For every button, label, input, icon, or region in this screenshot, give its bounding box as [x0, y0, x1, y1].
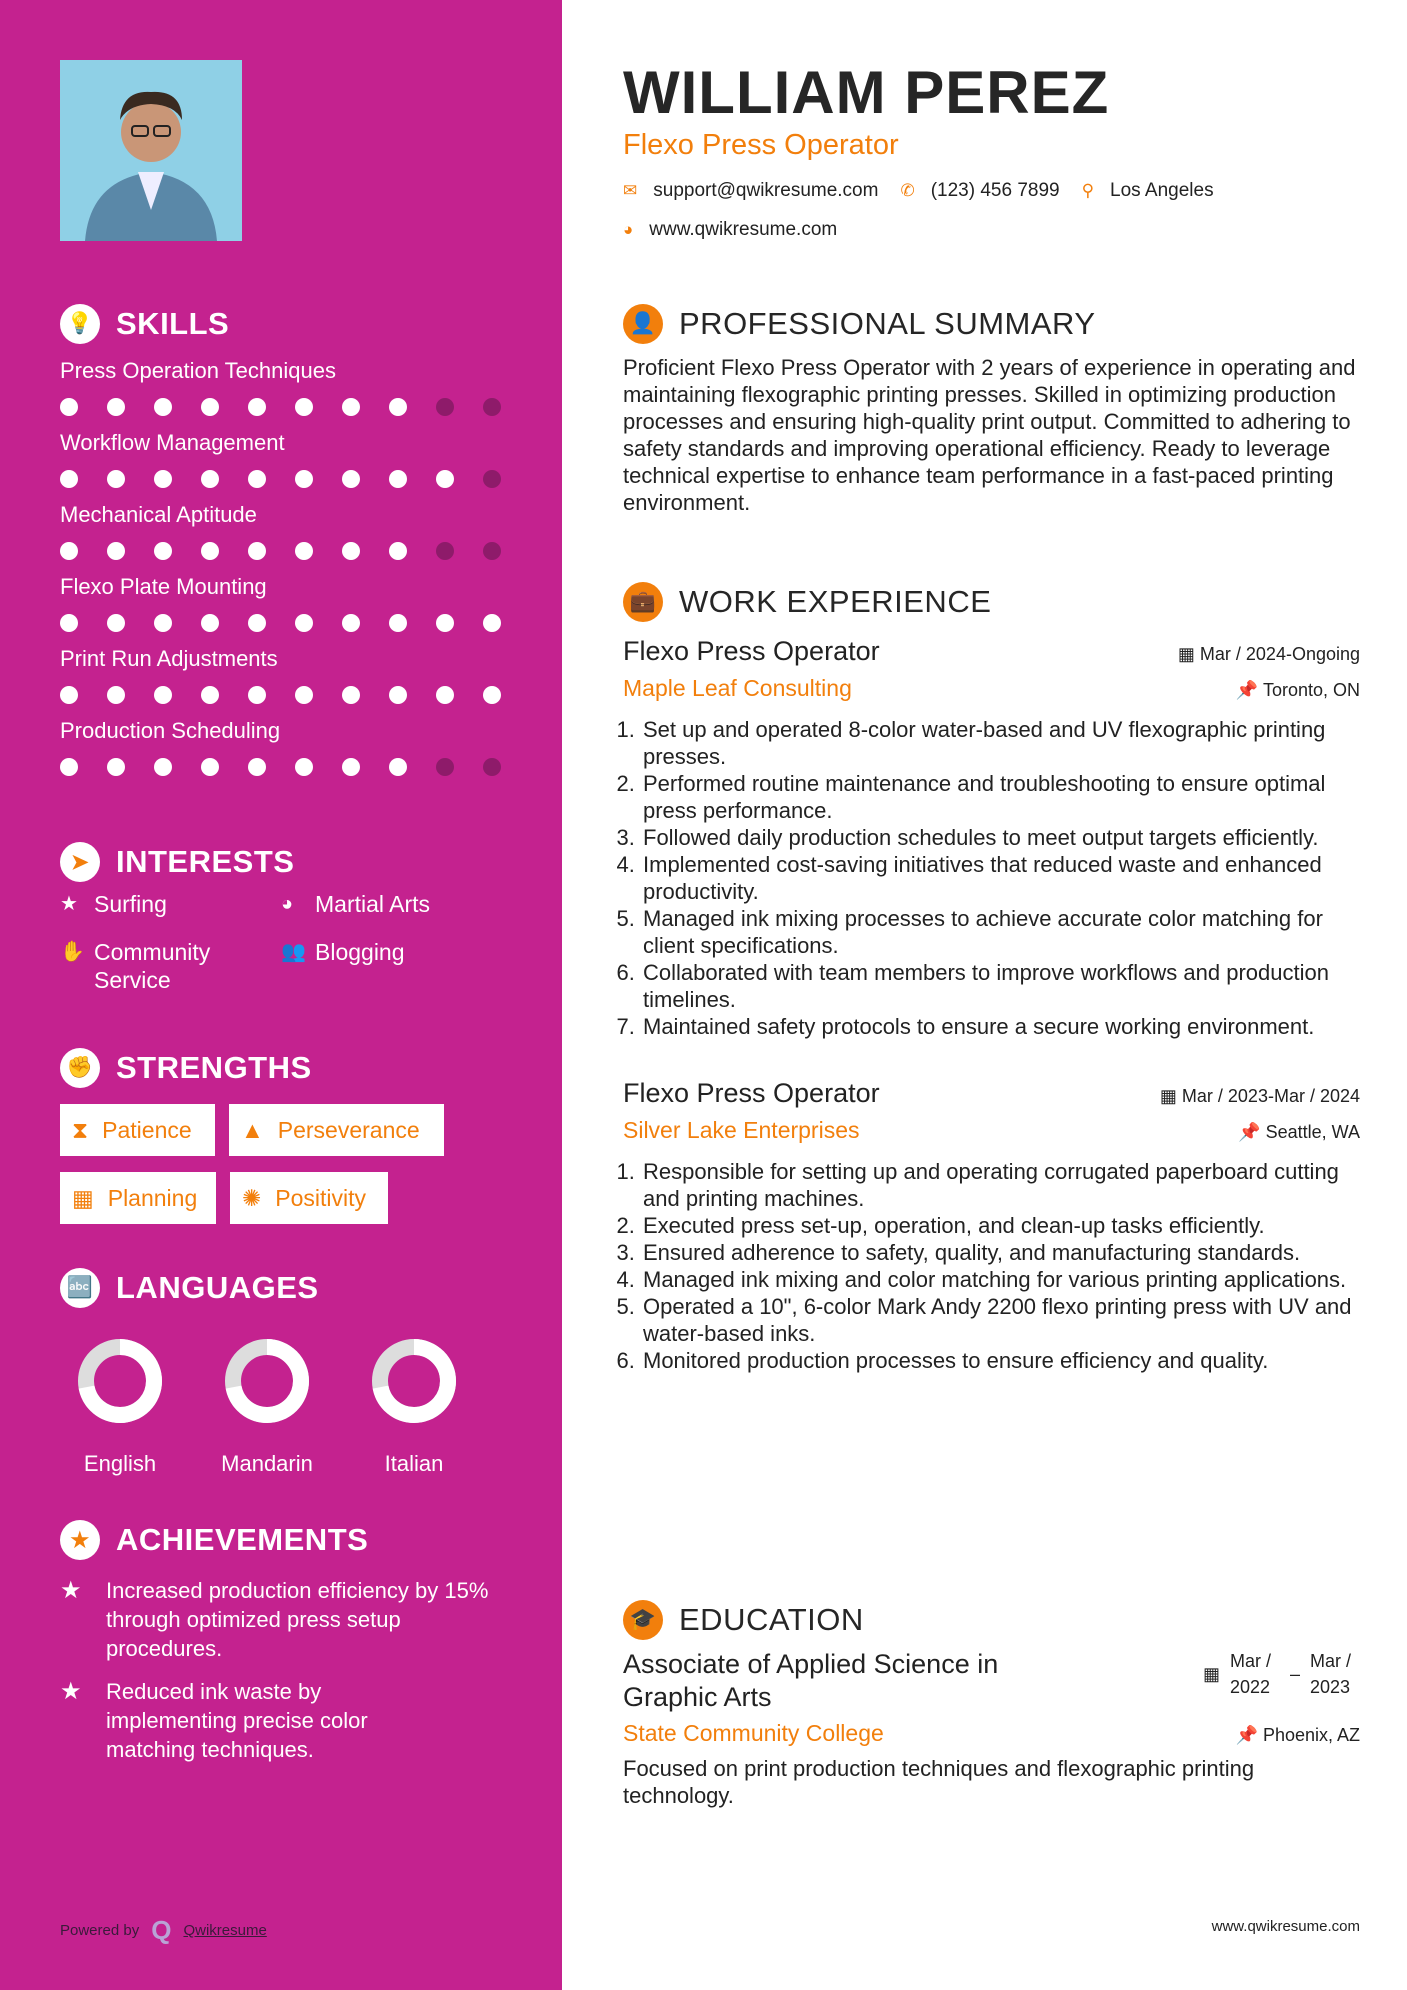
rating-dot-filled: [60, 614, 78, 632]
achievement-text: Reduced ink waste by implementing precise color matching techniques.: [106, 1679, 368, 1762]
rating-dot-filled: [295, 614, 313, 632]
rating-dot-filled: [436, 614, 454, 632]
rating-dot-filled: [248, 470, 266, 488]
strength-tag: [60, 1104, 215, 1156]
rating-dot-filled: [154, 542, 172, 560]
lightbulb-icon: 💡: [60, 304, 100, 344]
sidebar: [0, 0, 562, 1990]
rating-dot-filled: [248, 758, 266, 776]
rating-dot-filled: [107, 686, 125, 704]
language-label: English: [83, 1451, 157, 1476]
rating-dot-filled: [295, 758, 313, 776]
calendar-icon: ▦: [72, 1184, 94, 1211]
qwikresume-logo-icon: Q: [151, 1915, 172, 1945]
users-icon: 👥: [281, 941, 306, 963]
rating-dot-filled: [342, 614, 360, 632]
rating-dot-filled: [154, 686, 172, 704]
job-bullet: 7. Maintained safety protocols to ensure a secure working environment.: [641, 1013, 1360, 1040]
achievement-item: [60, 1677, 520, 1764]
achievement-text: Increased production efficiency by 15% through optimized press setup procedures.: [106, 1578, 489, 1661]
rating-dot-filled: [60, 470, 78, 488]
skill-label: Workflow Management: [60, 430, 285, 455]
job-bullet: 2. Performed routine maintenance and troubleshooting to ensure optimal press performance.: [641, 770, 1360, 824]
job-title: Flexo Press Operator: [623, 1078, 880, 1108]
skill-rating: [60, 686, 520, 704]
user-icon: 👤: [623, 304, 663, 344]
job-bullets: [623, 716, 1360, 1040]
language-item: [344, 1335, 484, 1477]
rating-dot-filled: [295, 398, 313, 416]
job-dates: Mar / 2024-Ongoing: [1199, 644, 1360, 664]
interest-item: [60, 938, 260, 994]
strengths-section: [60, 1048, 312, 1088]
edu-start-date: Mar / 2022: [1229, 1651, 1271, 1697]
star-badge-icon: ★: [60, 1520, 100, 1560]
job-dates: Mar / 2023-Mar / 2024: [1181, 1086, 1360, 1106]
rating-dot-filled: [248, 614, 266, 632]
calendar-icon: ▦: [1202, 1664, 1220, 1684]
interest-label: Community Service: [94, 939, 211, 993]
rating-dot-filled: [248, 542, 266, 560]
website-link[interactable]: www.qwikresume.com: [649, 219, 838, 240]
achievements-section: [60, 1520, 520, 1778]
rating-dot-filled: [389, 398, 407, 416]
job-entry: [623, 636, 1360, 1040]
edu-location: Phoenix, AZ: [1262, 1725, 1360, 1745]
rating-dot-filled: [295, 686, 313, 704]
skill-item: [60, 502, 520, 560]
job-bullet: 4. Managed ink mixing and color matching for various printing applications.: [641, 1266, 1360, 1293]
education-section: 🎓 EDUCATION Associate of Applied Science in Graphic Arts ▦ Mar / 2022 – Mar / 2023 State Community College 📌 Phoenix, AZ Focused on print production techniques and flexographic printing technology.: [623, 1602, 1360, 1808]
skill-label: Flexo Plate Mounting: [60, 574, 267, 599]
rating-dot-empty: [436, 542, 454, 560]
job-location: Seattle, WA: [1265, 1122, 1360, 1142]
skill-item: [60, 358, 520, 416]
language-donut: [221, 1335, 313, 1427]
rating-dot-filled: [107, 398, 125, 416]
job-entry: [623, 1078, 1360, 1374]
globe-icon: ◕: [623, 220, 634, 239]
phone-text: (123) 456 7899: [930, 180, 1060, 201]
degree-title: Associate of Applied Science in Graphic Arts: [623, 1649, 999, 1712]
rating-dot-filled: [201, 614, 219, 632]
rating-dot-filled: [60, 542, 78, 560]
candidate-title: Flexo Press Operator: [623, 129, 899, 161]
language-donut: [74, 1335, 166, 1427]
rating-dot-filled: [201, 398, 219, 416]
strength-label: Patience: [102, 1116, 192, 1143]
powered-by: [60, 1915, 267, 1946]
interest-item: [281, 890, 430, 918]
languages-section: [60, 1268, 319, 1308]
phone-icon: ✆: [900, 181, 915, 200]
interests-heading: INTERESTS: [116, 844, 295, 879]
interest-item: [60, 890, 167, 918]
rating-dot-filled: [248, 686, 266, 704]
job-bullet: 3. Followed daily production schedules to meet output targets efficiently.: [641, 824, 1360, 851]
language-label: Italian: [384, 1451, 444, 1476]
rating-dot-filled: [483, 686, 501, 704]
education-heading: EDUCATION: [679, 1602, 864, 1637]
hand-icon: ✋: [60, 941, 85, 963]
rating-dot-filled: [107, 470, 125, 488]
rating-dot-empty: [483, 398, 501, 416]
skill-rating: [60, 614, 520, 632]
language-donut: [368, 1335, 460, 1427]
rating-dot-filled: [389, 758, 407, 776]
language-item: [197, 1335, 337, 1477]
rating-dot-filled: [60, 686, 78, 704]
job-bullet: 2. Executed press set-up, operation, and clean-up tasks efficiently.: [641, 1212, 1360, 1239]
sun-icon: ✺: [242, 1184, 262, 1211]
fist-icon: ✊: [60, 1048, 100, 1088]
profile-photo: [60, 60, 242, 241]
rating-dot-filled: [248, 398, 266, 416]
skill-rating: [60, 542, 520, 560]
skill-item: [60, 574, 520, 632]
briefcase-icon: 💼: [623, 582, 663, 622]
rating-dot-filled: [201, 686, 219, 704]
company-name: Silver Lake Enterprises: [623, 1117, 860, 1143]
graduation-icon: 🎓: [623, 1600, 663, 1640]
language-item: [50, 1335, 190, 1477]
rating-dot-filled: [60, 758, 78, 776]
rating-dot-filled: [389, 542, 407, 560]
strength-label: Perseverance: [277, 1116, 420, 1143]
skill-item: [60, 646, 520, 704]
rating-dot-filled: [201, 758, 219, 776]
skill-item: [60, 430, 520, 488]
rating-dot-filled: [436, 686, 454, 704]
rating-dot-filled: [342, 758, 360, 776]
powered-by-label: Powered by: [60, 1922, 140, 1939]
rating-dot-filled: [483, 614, 501, 632]
language-label: Mandarin: [221, 1451, 313, 1476]
skill-rating: [60, 758, 520, 776]
experience-heading: WORK EXPERIENCE: [679, 584, 992, 619]
rating-dot-filled: [436, 470, 454, 488]
qwikresume-link[interactable]: Qwikresume: [183, 1922, 267, 1939]
strength-tag: [230, 1172, 388, 1224]
star-icon: ★: [60, 1678, 82, 1705]
language-icon: 🔤: [60, 1268, 100, 1308]
globe-icon: ◕: [281, 893, 294, 915]
star-icon: ★: [60, 1577, 82, 1604]
summary-text: Proficient Flexo Press Operator with 2 years of experience in operating and maintaining flexographic printing presses. Skilled in optimizing production processes and ensuring high-quality print output. Committed to adhering to safety standards and improving operational efficiency. Ready to leverage technical expertise to enhance team performance in a fast-paced printing environment.: [623, 355, 1356, 515]
job-bullets: [623, 1158, 1360, 1374]
rating-dot-filled: [107, 542, 125, 560]
rating-dot-filled: [295, 542, 313, 560]
job-location: Toronto, ON: [1262, 680, 1360, 700]
job-bullet: 6. Collaborated with team members to improve workflows and production timelines.: [641, 959, 1360, 1013]
company-name: Maple Leaf Consulting: [623, 675, 852, 701]
candidate-name: WILLIAM PEREZ: [623, 59, 1110, 126]
rating-dot-filled: [389, 614, 407, 632]
pin-icon: 📌: [1235, 1725, 1263, 1745]
rating-dot-empty: [436, 758, 454, 776]
skill-label: Print Run Adjustments: [60, 646, 278, 671]
strength-label: Positivity: [275, 1184, 367, 1211]
star-icon: ★: [60, 893, 78, 915]
strength-tag: [60, 1172, 216, 1224]
strength-tag: [229, 1104, 444, 1156]
rating-dot-filled: [342, 686, 360, 704]
job-bullet: 3. Ensured adherence to safety, quality, and manufacturing standards.: [641, 1239, 1360, 1266]
rating-dot-filled: [201, 470, 219, 488]
rating-dot-filled: [389, 470, 407, 488]
job-bullet: 4. Implemented cost-saving initiatives that reduced waste and enhanced productivity.: [641, 851, 1360, 905]
rating-dot-empty: [483, 470, 501, 488]
skill-item: [60, 718, 520, 776]
rating-dot-filled: [295, 470, 313, 488]
strengths-heading: STRENGTHS: [116, 1050, 312, 1085]
road-icon: ▲: [241, 1116, 264, 1143]
map-pin-icon: ⚲: [1081, 181, 1095, 200]
skills-heading: SKILLS: [116, 306, 230, 341]
interest-label: Surfing: [94, 891, 167, 917]
interest-item: [281, 938, 405, 966]
education-text: Focused on print production techniques and flexographic printing technology.: [623, 1756, 1255, 1808]
job-bullet: 1. Set up and operated 8-color water-based and UV flexographic printing presses.: [641, 716, 1360, 770]
strength-label: Planning: [107, 1184, 198, 1211]
skills-section: [60, 304, 520, 776]
edu-end-date: Mar / 2023: [1310, 1651, 1352, 1697]
rating-dot-filled: [154, 758, 172, 776]
email-link[interactable]: support@qwikresume.com: [653, 180, 879, 201]
pin-icon: 📌: [1238, 1122, 1266, 1142]
rating-dot-empty: [483, 542, 501, 560]
rating-dot-filled: [201, 542, 219, 560]
rating-dot-filled: [154, 614, 172, 632]
calendar-icon: ▦: [1177, 644, 1200, 664]
job-title: Flexo Press Operator: [623, 636, 880, 666]
summary-section: [623, 304, 1360, 516]
interest-label: Martial Arts: [315, 891, 431, 917]
envelope-icon: ✉: [623, 181, 638, 200]
rating-dot-filled: [342, 470, 360, 488]
skill-rating: [60, 398, 520, 416]
pin-icon: 📌: [1235, 680, 1263, 700]
paper-plane-icon: ➤: [60, 842, 100, 882]
achievement-item: [60, 1576, 520, 1663]
skill-label: Press Operation Techniques: [60, 358, 336, 383]
skill-label: Mechanical Aptitude: [60, 502, 257, 527]
calendar-icon: ▦: [1159, 1086, 1182, 1106]
rating-dot-filled: [60, 398, 78, 416]
rating-dot-filled: [342, 542, 360, 560]
hourglass-icon: ⧗: [72, 1116, 89, 1143]
job-bullet: 6. Monitored production processes to ensure efficiency and quality.: [641, 1347, 1360, 1374]
location-text: Los Angeles: [1110, 180, 1214, 201]
rating-dot-filled: [154, 470, 172, 488]
rating-dot-filled: [107, 614, 125, 632]
experience-section: [623, 582, 1360, 1374]
interest-label: Blogging: [315, 939, 405, 965]
job-bullet: 1. Responsible for setting up and operating corrugated paperboard cutting and printing machines.: [641, 1158, 1360, 1212]
rating-dot-filled: [154, 398, 172, 416]
languages-heading: LANGUAGES: [116, 1270, 319, 1305]
interests-section: [60, 842, 540, 882]
skill-rating: [60, 470, 520, 488]
rating-dot-filled: [389, 686, 407, 704]
rating-dot-filled: [342, 398, 360, 416]
rating-dot-empty: [436, 398, 454, 416]
achievements-heading: ACHIEVEMENTS: [116, 1522, 369, 1557]
header: [623, 58, 1360, 241]
rating-dot-empty: [483, 758, 501, 776]
school-name: State Community College: [623, 1720, 884, 1746]
job-bullet: 5. Operated a 10", 6-color Mark Andy 2200 flexo printing press with UV and water-based inks.: [641, 1293, 1360, 1347]
footer-website[interactable]: www.qwikresume.com: [1211, 1918, 1360, 1935]
skill-label: Production Scheduling: [60, 718, 281, 743]
job-bullet: 5. Managed ink mixing processes to achieve accurate color matching for client specifications.: [641, 905, 1360, 959]
rating-dot-filled: [107, 758, 125, 776]
summary-heading: PROFESSIONAL SUMMARY: [679, 306, 1096, 341]
